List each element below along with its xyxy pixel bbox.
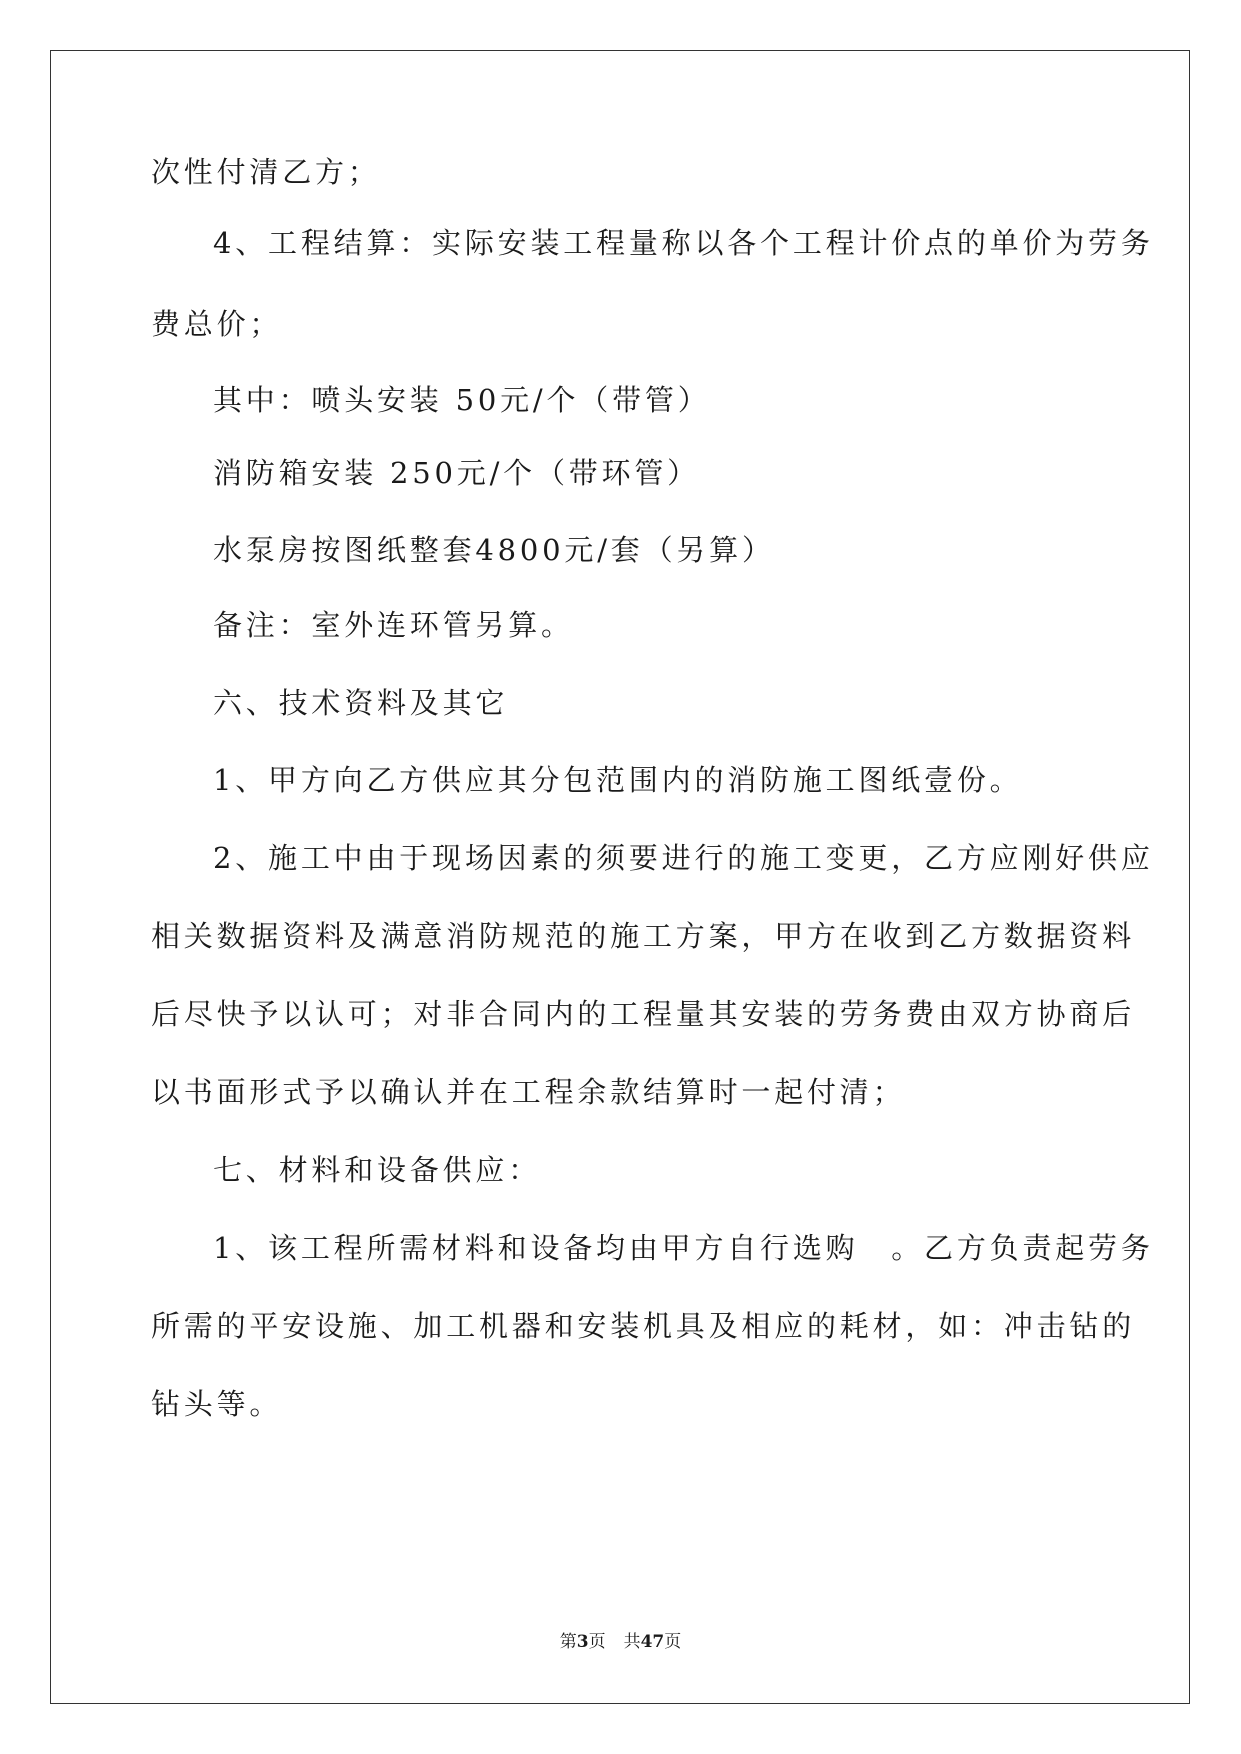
total-prefix: 共 xyxy=(623,1632,641,1652)
section-heading: 七、材料和设备供应： xyxy=(213,1153,542,1187)
page-number: 3 xyxy=(576,1632,589,1652)
total-pages: 47 xyxy=(640,1632,665,1652)
text-line: 以书面形式予以确认并在工程余款结算时一起付清； xyxy=(151,1075,906,1109)
text-line: 1、该工程所需材料和设备均由甲方自行选购 。乙方负责起劳务 xyxy=(213,1231,1154,1265)
text-line: 相关数据资料及满意消防规范的施工方案，甲方在收到乙方数据资料 xyxy=(151,919,1136,953)
text-line: 后尽快予以认可；对非合同内的工程量其安装的劳务费由双方协商后 xyxy=(151,997,1136,1031)
text-line: 水泵房按图纸整套4800元/套（另算） xyxy=(213,533,775,567)
text-line: 费总价； xyxy=(151,307,283,341)
text-line: 4、工程结算：实际安装工程量称以各个工程计价点的单价为劳务 xyxy=(213,226,1154,260)
text-line: 所需的平安设施、加工机器和安装机具及相应的耗材，如：冲击钻的 xyxy=(151,1309,1136,1343)
text-line: 1、甲方向乙方供应其分包范围内的消防施工图纸壹份。 xyxy=(213,763,1023,797)
page-footer xyxy=(0,1630,1241,1654)
page-suffix: 页 xyxy=(588,1632,606,1652)
section-heading: 六、技术资料及其它 xyxy=(213,686,509,720)
text-line: 次性付清乙方； xyxy=(151,155,381,189)
text-line: 钻头等。 xyxy=(151,1387,283,1421)
text-line: 消防箱安装 250元/个（带环管） xyxy=(213,456,700,490)
text-line: 2、施工中由于现场因素的须要进行的施工变更，乙方应刚好供应 xyxy=(213,841,1154,875)
text-line: 其中：喷头安装 50元/个（带管） xyxy=(213,383,711,417)
text-line: 备注：室外连环管另算。 xyxy=(213,608,574,642)
page-prefix: 第 xyxy=(559,1632,577,1652)
total-suffix: 页 xyxy=(664,1632,682,1652)
